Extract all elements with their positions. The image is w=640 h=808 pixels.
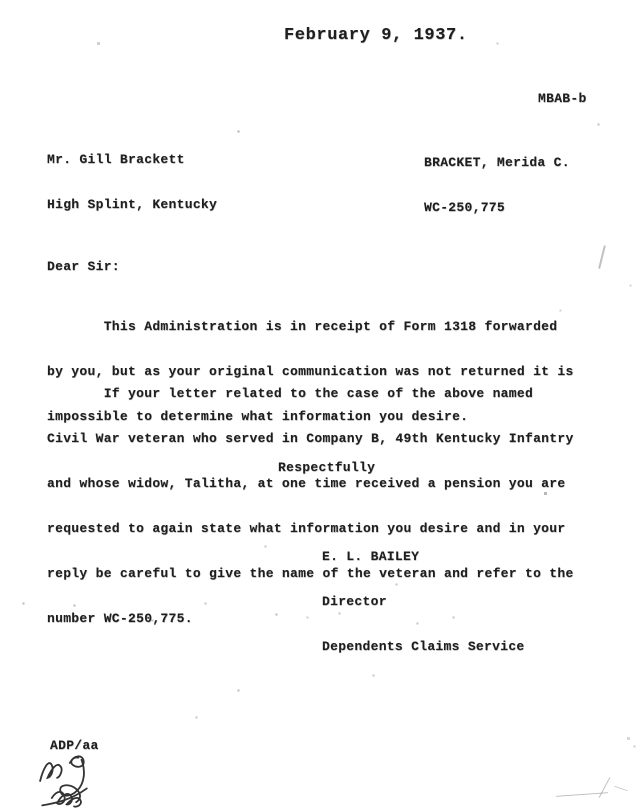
addressee-name: Mr. Gill Brackett bbox=[47, 152, 185, 167]
case-claim-number: WC-250,775 bbox=[424, 200, 506, 215]
paragraph-line: This Administration is in receipt of Form 1318 forwarded bbox=[47, 319, 558, 334]
paragraph-line: number WC-250,775. bbox=[47, 611, 193, 626]
salutation: Dear Sir: bbox=[47, 259, 120, 274]
pencil-check-mark bbox=[598, 245, 605, 269]
addressee-address: High Splint, Kentucky bbox=[47, 197, 218, 212]
signer-office: Dependents Claims Service bbox=[322, 639, 525, 654]
case-veteran-name: BRACKET, Merida C. bbox=[424, 155, 570, 170]
file-reference-code: MBAB-b bbox=[538, 91, 587, 106]
paragraph-line: requested to again state what information you desire and in your bbox=[47, 521, 566, 536]
scan-noise-specks bbox=[0, 0, 1, 1]
paragraph-line: by you, but as your original communication was not returned it is bbox=[47, 364, 574, 379]
paragraph-line: Civil War veteran who served in Company B, 49th Kentucky Infantry bbox=[47, 431, 574, 446]
addressee-block bbox=[47, 122, 217, 242]
typist-initials: ADP/aa bbox=[50, 738, 99, 753]
case-reference-block bbox=[424, 125, 570, 245]
signature-block bbox=[322, 519, 525, 684]
paragraph-line: impossible to determine what information you desire. bbox=[47, 409, 469, 424]
paragraph-line: reply be careful to give the name of the veteran and refer to the bbox=[47, 566, 574, 581]
letter-date: February 9, 1937. bbox=[284, 26, 468, 45]
signer-title: Director bbox=[322, 594, 387, 609]
paragraph-line: If your letter related to the case of the above named bbox=[47, 386, 534, 401]
signer-name: E. L. BAILEY bbox=[322, 549, 420, 564]
scan-scratch bbox=[599, 777, 611, 798]
complimentary-closing: Respectfully bbox=[278, 460, 376, 475]
paragraph-line: and whose widow, Talitha, at one time received a pension you are bbox=[47, 476, 566, 491]
scan-scratch bbox=[614, 786, 628, 791]
handwritten-signature-icon bbox=[38, 753, 108, 808]
